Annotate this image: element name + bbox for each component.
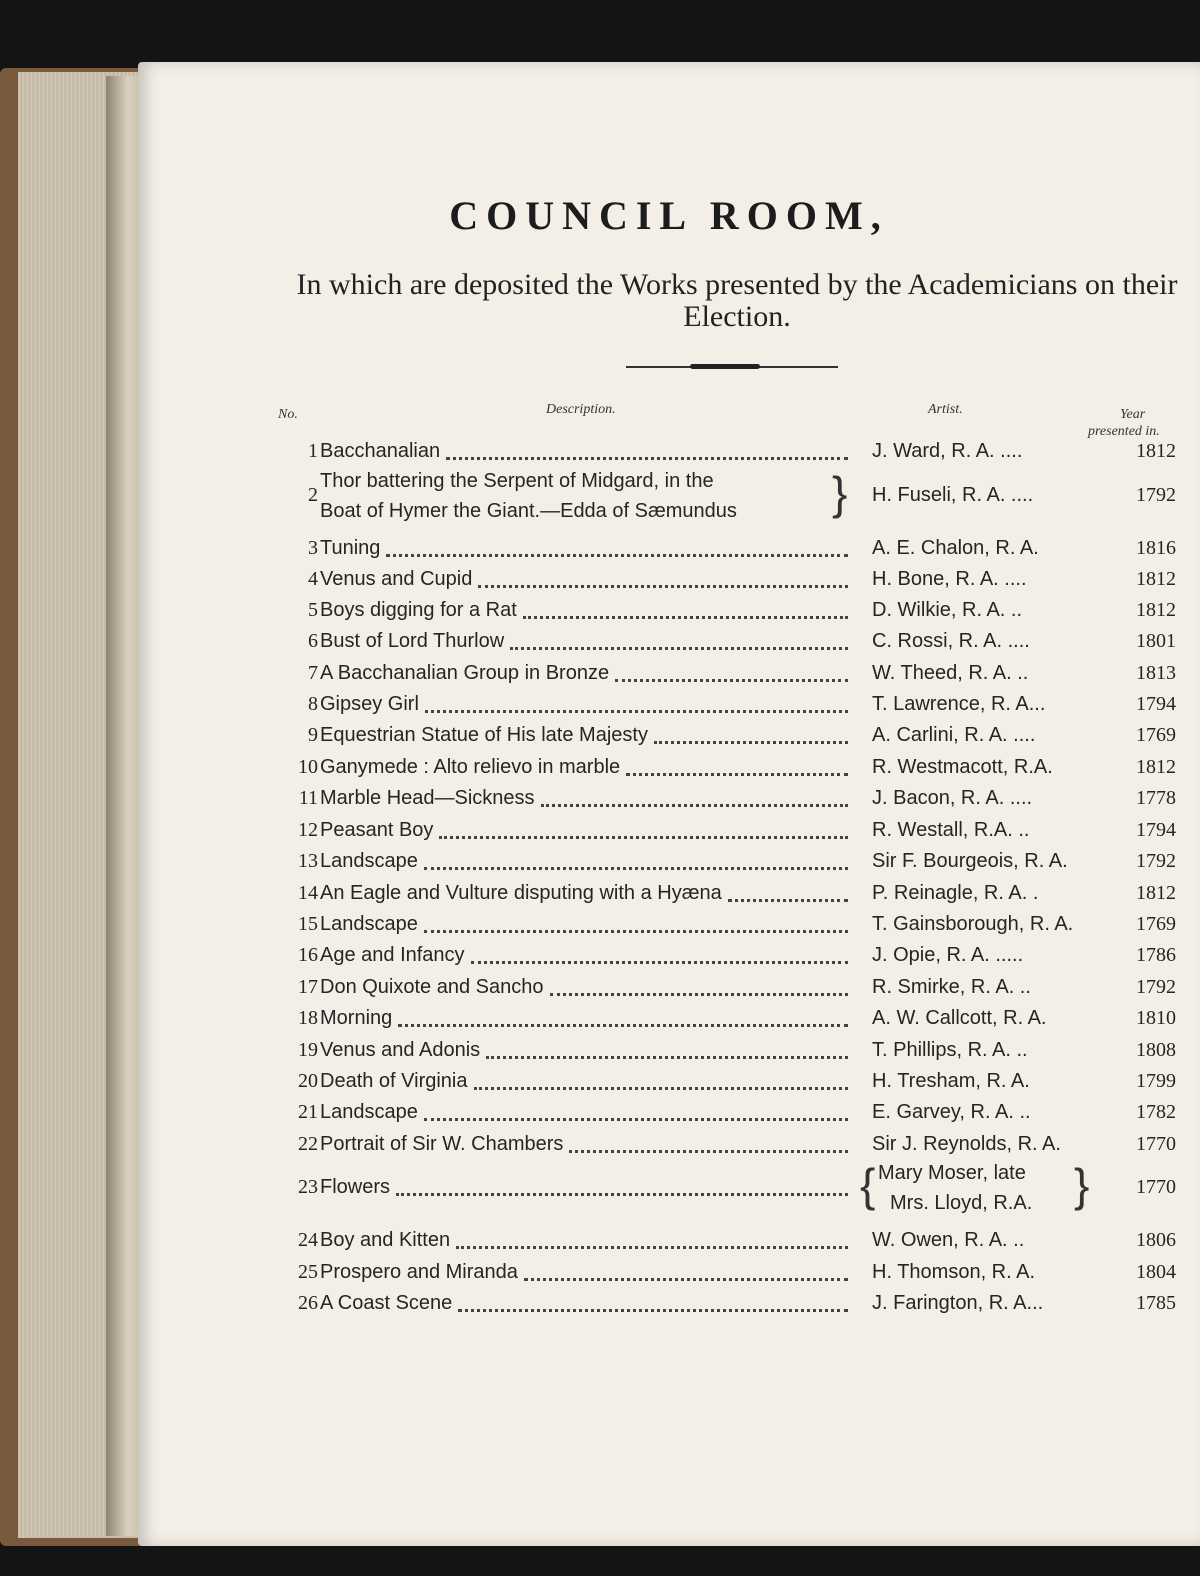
list-item: 10 Ganymede : Alto relievo in marble R. Westmacott, R.A. 1812 (298, 756, 1176, 778)
book-page (138, 62, 1200, 1546)
list-item: 18 Morning A. W. Callcott, R. A. 1810 (298, 1007, 1176, 1029)
list-item: 1 Bacchanalian J. Ward, R. A. .... 1812 (308, 440, 1176, 462)
header-artist: Artist. (928, 402, 963, 417)
list-item: 9 Equestrian Statue of His late Majesty A. Carlini, R. A. .... 1769 (308, 724, 1176, 746)
list-item: 7 A Bacchanalian Group in Bronze W. Theed, R. A. .. 1813 (308, 662, 1176, 684)
header-no: No. (278, 407, 298, 422)
list-item: 6 Bust of Lord Thurlow C. Rossi, R. A. .... 1801 (308, 630, 1176, 652)
list-item: 26 A Coast Scene J. Farington, R. A... 1785 (298, 1292, 1176, 1314)
page-title: COUNCIL ROOM, (449, 193, 889, 238)
list-item: 16 Age and Infancy J. Opie, R. A. ..... 1786 (298, 944, 1176, 966)
header-year-sub: presented in. (1088, 424, 1160, 439)
brace-icon: } (1074, 1159, 1090, 1211)
page-gutter (106, 76, 142, 1536)
list-item: 17 Don Quixote and Sancho R. Smirke, R. A. .. 1792 (298, 976, 1176, 998)
divider-ornament (690, 364, 760, 369)
list-item: 14 An Eagle and Vulture disputing with a Hyæna P. Reinagle, R. A. . 1812 (298, 882, 1176, 904)
header-description: Description. (546, 402, 616, 417)
list-item: 2 Thor battering the Serpent of Midgard, in the Boat of Hymer the Giant.—Edda of Sæmundus } H. Fuseli, R. A. .... 1792 (278, 470, 1176, 528)
list-item: 5 Boys digging for a Rat D. Wilkie, R. A. .. 1812 (308, 599, 1176, 621)
list-item: 22 Portrait of Sir W. Chambers Sir J. Reynolds, R. A. 1770 (298, 1133, 1176, 1155)
list-item: 13 Landscape Sir F. Bourgeois, R. A. 1792 (298, 850, 1176, 872)
header-year: Year (1120, 407, 1146, 422)
list-item: 11 Marble Head—Sickness J. Bacon, R. A. .... 1778 (298, 787, 1176, 809)
brace-icon: { (860, 1159, 876, 1211)
list-item: 23 Flowers { Mary Moser, late Mrs. Lloyd, R.A. } 1770 (278, 1162, 1176, 1220)
list-item: 8 Gipsey Girl T. Lawrence, R. A... 1794 (308, 693, 1176, 715)
list-item: 4 Venus and Cupid H. Bone, R. A. .... 1812 (308, 568, 1176, 590)
brace-icon: } (832, 467, 848, 519)
list-item: 19 Venus and Adonis T. Phillips, R. A. .. 1808 (298, 1039, 1176, 1061)
page-subtitle: In which are deposited the Works presented by the Academicians on their Election. (296, 268, 1178, 333)
list-item: 20 Death of Virginia H. Tresham, R. A. 1799 (298, 1070, 1176, 1092)
list-item: 25 Prospero and Miranda H. Thomson, R. A. 1804 (298, 1261, 1176, 1283)
list-item: 3 Tuning A. E. Chalon, R. A. 1816 (308, 537, 1176, 559)
list-item: 15 Landscape T. Gainsborough, R. A. 1769 (298, 913, 1176, 935)
list-item: 24 Boy and Kitten W. Owen, R. A. .. 1806 (298, 1229, 1176, 1251)
list-item: 21 Landscape E. Garvey, R. A. .. 1782 (298, 1101, 1176, 1123)
list-item: 12 Peasant Boy R. Westall, R.A. .. 1794 (298, 819, 1176, 841)
